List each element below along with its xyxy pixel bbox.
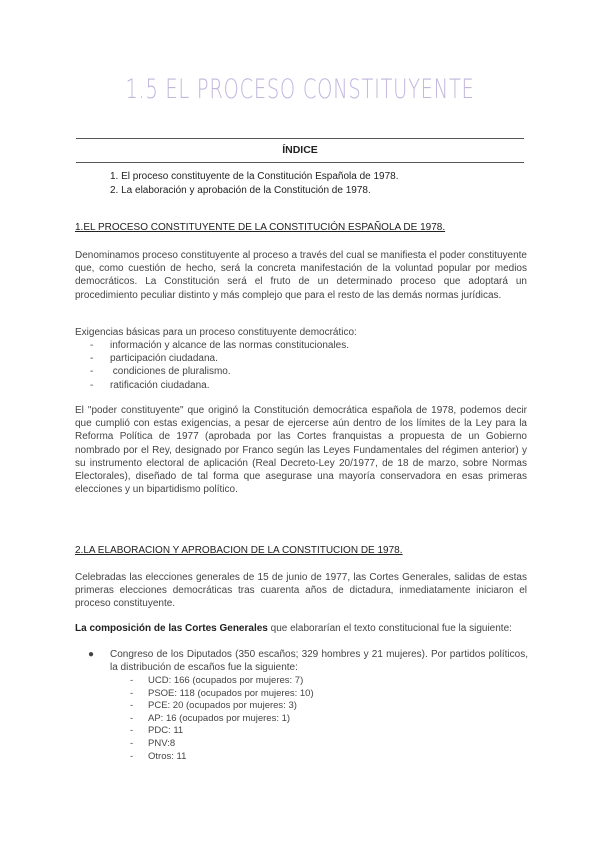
section2-paragraph-1: Celebradas las elecciones generales de 15 de junio de 1977, las Cortes Generales, salidas de estas primeras elecciones democráticas tras cuarenta años de dictadura, inmediatamente iniciaron el proceso constituyente. [75, 572, 527, 610]
composition-bold-text: La composición de las Cortes Generales [75, 623, 268, 634]
section1-paragraph-1: Denominamos proceso constituyente al proceso a través del cual se manifiesta el poder constituyente que, como cuestión de hecho, será la concreta manifestación de la voluntad popular por medios democráticos. La Constitución será el fruto de un determinado proceso que adoptará un procedimiento peculiar distinto y más complejo que para el resto de las demás normas jurídicas. [75, 250, 527, 301]
list-item: - PSOE: 118 (ocupados por mujeres: 10) [130, 687, 314, 699]
congress-text: Congreso de los Diputados (350 escaños; 329 hombres y 21 mujeres). Por partidos políticos, la distribución de escaños fue la siguiente: [110, 649, 528, 674]
section1-paragraph-2: El "poder constituyente" que originó la Constitución democrática española de 1978, podemos decir que cumplió con estas exigencias, a pesar de ejercerse aún dentro de los límites de la Ley para la Reforma Política de 1977 (aprobada por las Cortes franquistas a propuesta de un Gobierno nombrado por el Rey, designado por Franco según las Leyes Fundamentales del régimen anterior) y su instrumento electoral de aplicación (Real Decreto-Ley 20/1977, de 18 de marzo, sobre Normas Electorales), diseñado de tal forma que asegurase una mayoría conservadora en esas primeras elecciones y un bipartidismo político. [75, 405, 527, 496]
list-item: - UCD: 166 (ocupados por mujeres: 7) [130, 675, 304, 686]
congress-bullet [88, 648, 528, 674]
bullet-icon: ● [88, 649, 95, 660]
section2-heading: 2.LA ELABORACION Y APROBACION DE LA CONSTITUCION DE 1978. [75, 545, 403, 556]
list-item: - PCE: 20 (ocupados por mujeres: 3) [130, 700, 297, 712]
list-item: - PNV:8 [130, 737, 176, 749]
composition-rest-text: que elaborarían el texto constitucional fue la siguiente: [267, 623, 512, 634]
parties-list [130, 675, 314, 763]
list-item: - AP: 16 (ocupados por mujeres: 1) [130, 712, 291, 724]
list-item: - información y alcance de las normas constitucionales. [90, 340, 350, 351]
index-list [110, 170, 399, 198]
index-heading: ÍNDICE [282, 144, 318, 156]
requirements-intro: Exigencias básicas para un proceso constituyente democrático: [75, 327, 357, 338]
requirements-list [90, 339, 349, 392]
document-title: 1.5 EL PROCESO CONSTITUYENTE [125, 74, 475, 105]
section1-heading: 1.EL PROCESO CONSTITUYENTE DE LA CONSTITUCIÓN ESPAÑOLA DE 1978. [75, 222, 446, 233]
index-item: 1. El proceso constituyente de la Constitución Española de 1978. [110, 171, 399, 182]
index-item: 2. La elaboración y aprobación de la Constitución de 1978. [110, 185, 371, 196]
list-item: - ratificación ciudadana. [90, 379, 210, 391]
index-bottom-rule [76, 162, 524, 163]
list-item: - Otros: 11 [130, 750, 187, 762]
list-item: - PDC: 11 [130, 725, 184, 737]
list-item: - condiciones de pluralismo. [90, 366, 231, 378]
index-top-rule [76, 138, 524, 139]
list-item: - participación ciudadana. [90, 353, 218, 365]
composition-paragraph [75, 622, 527, 635]
